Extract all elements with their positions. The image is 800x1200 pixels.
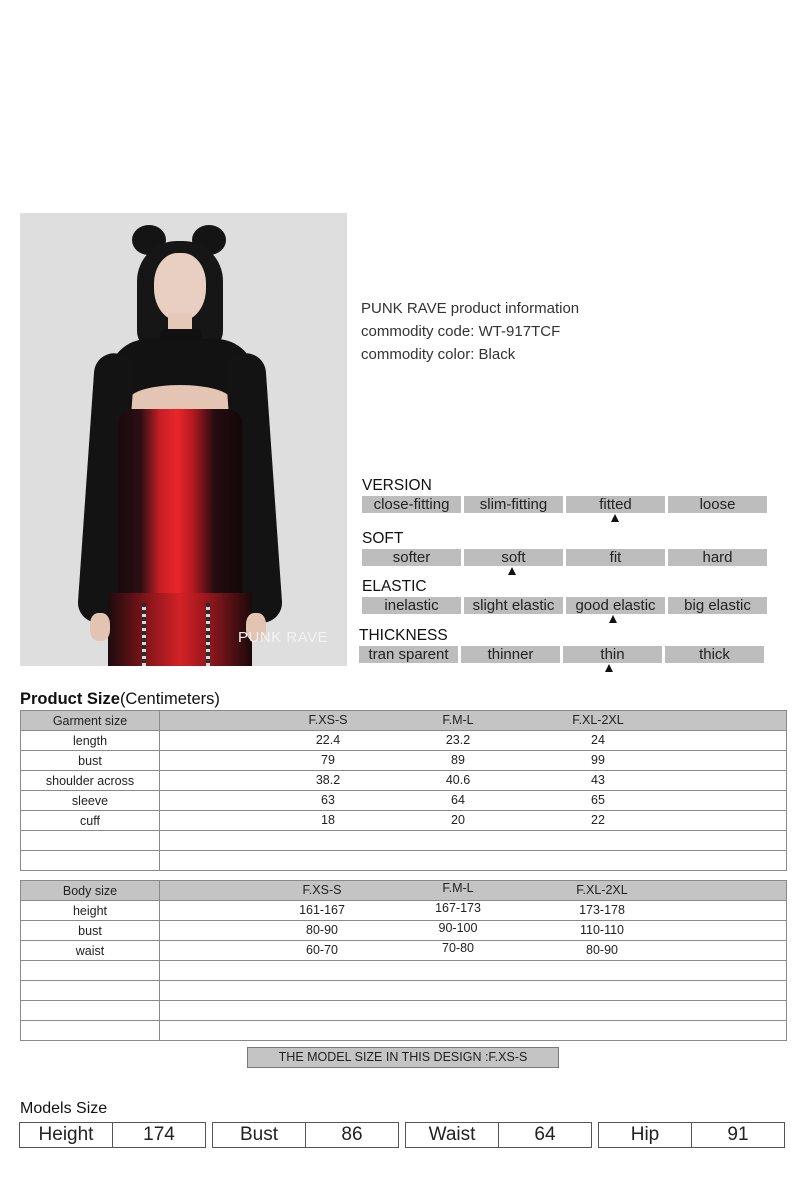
dress-skirt — [108, 593, 252, 666]
attr-thickness-option: thick — [665, 646, 764, 663]
commodity-code-label: commodity code: — [361, 323, 475, 340]
attr-version-label: VERSION — [362, 477, 432, 494]
table-row — [21, 811, 787, 831]
garment-size-col: F.M-L — [442, 713, 474, 727]
commodity-code-value: WT-917TCF — [478, 323, 561, 340]
table-row — [21, 941, 787, 961]
attr-soft-option: softer — [362, 549, 461, 566]
attr-version-option: fitted — [566, 496, 665, 513]
garment-size-col: F.XL-2XL — [572, 713, 624, 727]
attr-elastic-option: good elastic — [566, 597, 665, 614]
garment-size-table — [20, 710, 787, 871]
attr-soft-label: SOFT — [362, 530, 404, 547]
product-photo — [20, 213, 347, 666]
lace-up-left — [142, 603, 146, 666]
cell-value: 79 — [321, 753, 335, 767]
attr-thickness-option: thinner — [461, 646, 560, 663]
table-row — [21, 1021, 787, 1041]
cell-value: 70-80 — [442, 941, 474, 955]
attr-thickness-label: THICKNESS — [359, 627, 448, 644]
table-row — [21, 731, 787, 751]
left-hand — [90, 613, 110, 641]
row-label — [21, 831, 160, 851]
attr-version — [362, 477, 767, 513]
cell-value: 173-178 — [579, 903, 625, 917]
attr-elastic-label: ELASTIC — [362, 578, 427, 595]
cell-value: 167-173 — [435, 901, 481, 915]
cell-value: 63 — [321, 793, 335, 807]
commodity-color — [361, 346, 515, 363]
model-measure-hip — [598, 1122, 788, 1148]
row-label: shoulder across — [21, 771, 160, 791]
model-measure-waist — [405, 1122, 595, 1148]
attr-soft-option: soft — [464, 549, 563, 566]
row-label — [21, 961, 160, 981]
table-row — [21, 851, 787, 871]
row-label — [21, 1001, 160, 1021]
product-size-unit: (Centimeters) — [119, 690, 220, 708]
model-face — [154, 253, 206, 321]
attr-elastic — [362, 578, 767, 614]
row-label: cuff — [21, 811, 160, 831]
body-size-col: F.M-L — [442, 881, 474, 895]
cell-value: 22.4 — [315, 733, 341, 747]
thickness-selected-marker — [605, 664, 613, 672]
table-row — [21, 961, 787, 981]
product-info-title: PUNK RAVE product information — [361, 300, 580, 317]
commodity-color-value: Black — [478, 346, 516, 363]
cell-value: 24 — [591, 733, 605, 747]
table-row — [21, 771, 787, 791]
model-measure-label: Height — [19, 1122, 113, 1148]
attr-elastic-option: slight elastic — [464, 597, 563, 614]
model-measure-value: 91 — [692, 1122, 785, 1148]
model-measure-label: Waist — [405, 1122, 499, 1148]
empty-cell — [160, 851, 787, 871]
soft-selected-marker — [508, 567, 516, 575]
cell-value: 38.2 — [315, 773, 341, 787]
cell-value: 64 — [451, 793, 465, 807]
cell-value: 161-167 — [299, 903, 345, 917]
model-measure-value: 174 — [113, 1122, 206, 1148]
lace-up-right — [206, 603, 210, 666]
table-row — [21, 921, 787, 941]
attr-soft — [362, 530, 767, 566]
attr-version-option: slim-fitting — [464, 496, 563, 513]
row-label — [21, 981, 160, 1001]
table-row — [21, 1001, 787, 1021]
cell-value: 43 — [591, 773, 605, 787]
row-label — [21, 1021, 160, 1041]
cell-value: 60-70 — [306, 943, 338, 957]
row-label: sleeve — [21, 791, 160, 811]
product-size-heading — [20, 690, 220, 709]
row-label: bust — [21, 921, 160, 941]
attr-elastic-option: inelastic — [362, 597, 461, 614]
attr-soft-option: hard — [668, 549, 767, 566]
row-label: waist — [21, 941, 160, 961]
table-row — [21, 901, 787, 921]
empty-cell — [160, 981, 787, 1001]
model-measure-value: 86 — [306, 1122, 399, 1148]
attr-thickness-option: thin — [563, 646, 662, 663]
row-label: bust — [21, 751, 160, 771]
cell-value: 20 — [451, 813, 465, 827]
models-size-title: Models Size — [20, 1100, 108, 1117]
table-row — [21, 831, 787, 851]
cell-value: 110-110 — [579, 923, 625, 937]
empty-cell — [160, 1021, 787, 1041]
body-size-col: F.XS-S — [302, 883, 342, 897]
product-size-title: Product Size — [20, 690, 120, 708]
garment-size-header-label: Garment size — [21, 711, 160, 731]
cell-value: 80-90 — [586, 943, 618, 957]
body-size-header-label: Body size — [21, 881, 160, 901]
row-label: length — [21, 731, 160, 751]
commodity-color-label: commodity color: — [361, 346, 475, 363]
attr-soft-option: fit — [566, 549, 665, 566]
cell-value: 80-90 — [306, 923, 338, 937]
elastic-selected-marker — [609, 615, 617, 623]
dress-bodice — [118, 409, 242, 599]
attr-version-option: close-fitting — [362, 496, 461, 513]
model-measure-value: 64 — [499, 1122, 592, 1148]
empty-cell — [160, 1001, 787, 1021]
empty-cell — [160, 831, 787, 851]
garment-size-header — [21, 711, 787, 731]
attr-thickness — [359, 627, 764, 663]
cell-value: 90-100 — [438, 921, 478, 935]
cell-value: 23.2 — [445, 733, 471, 747]
body-size-table — [20, 880, 787, 1041]
row-label: height — [21, 901, 160, 921]
model-size-banner: THE MODEL SIZE IN THIS DESIGN :F.XS-S — [247, 1047, 559, 1068]
cell-value: 99 — [591, 753, 605, 767]
model-measure-bust — [212, 1122, 402, 1148]
model-measure-height — [19, 1122, 209, 1148]
cell-value: 89 — [451, 753, 465, 767]
cell-value: 40.6 — [445, 773, 471, 787]
cell-value: 65 — [591, 793, 605, 807]
body-size-header — [21, 881, 787, 901]
commodity-code — [361, 323, 560, 340]
brand-watermark: PUNK RAVE — [238, 629, 329, 646]
attr-elastic-option: big elastic — [668, 597, 767, 614]
garment-size-col: F.XS-S — [308, 713, 348, 727]
row-label — [21, 851, 160, 871]
model-measure-label: Bust — [212, 1122, 306, 1148]
table-row — [21, 981, 787, 1001]
body-size-col: F.XL-2XL — [576, 883, 628, 897]
attr-version-option: loose — [668, 496, 767, 513]
attr-thickness-option: tran sparent — [359, 646, 458, 663]
cell-value: 22 — [591, 813, 605, 827]
table-row — [21, 751, 787, 771]
model-measure-label: Hip — [598, 1122, 692, 1148]
empty-cell — [160, 961, 787, 981]
cell-value: 18 — [321, 813, 335, 827]
version-selected-marker — [611, 514, 619, 522]
table-row — [21, 791, 787, 811]
